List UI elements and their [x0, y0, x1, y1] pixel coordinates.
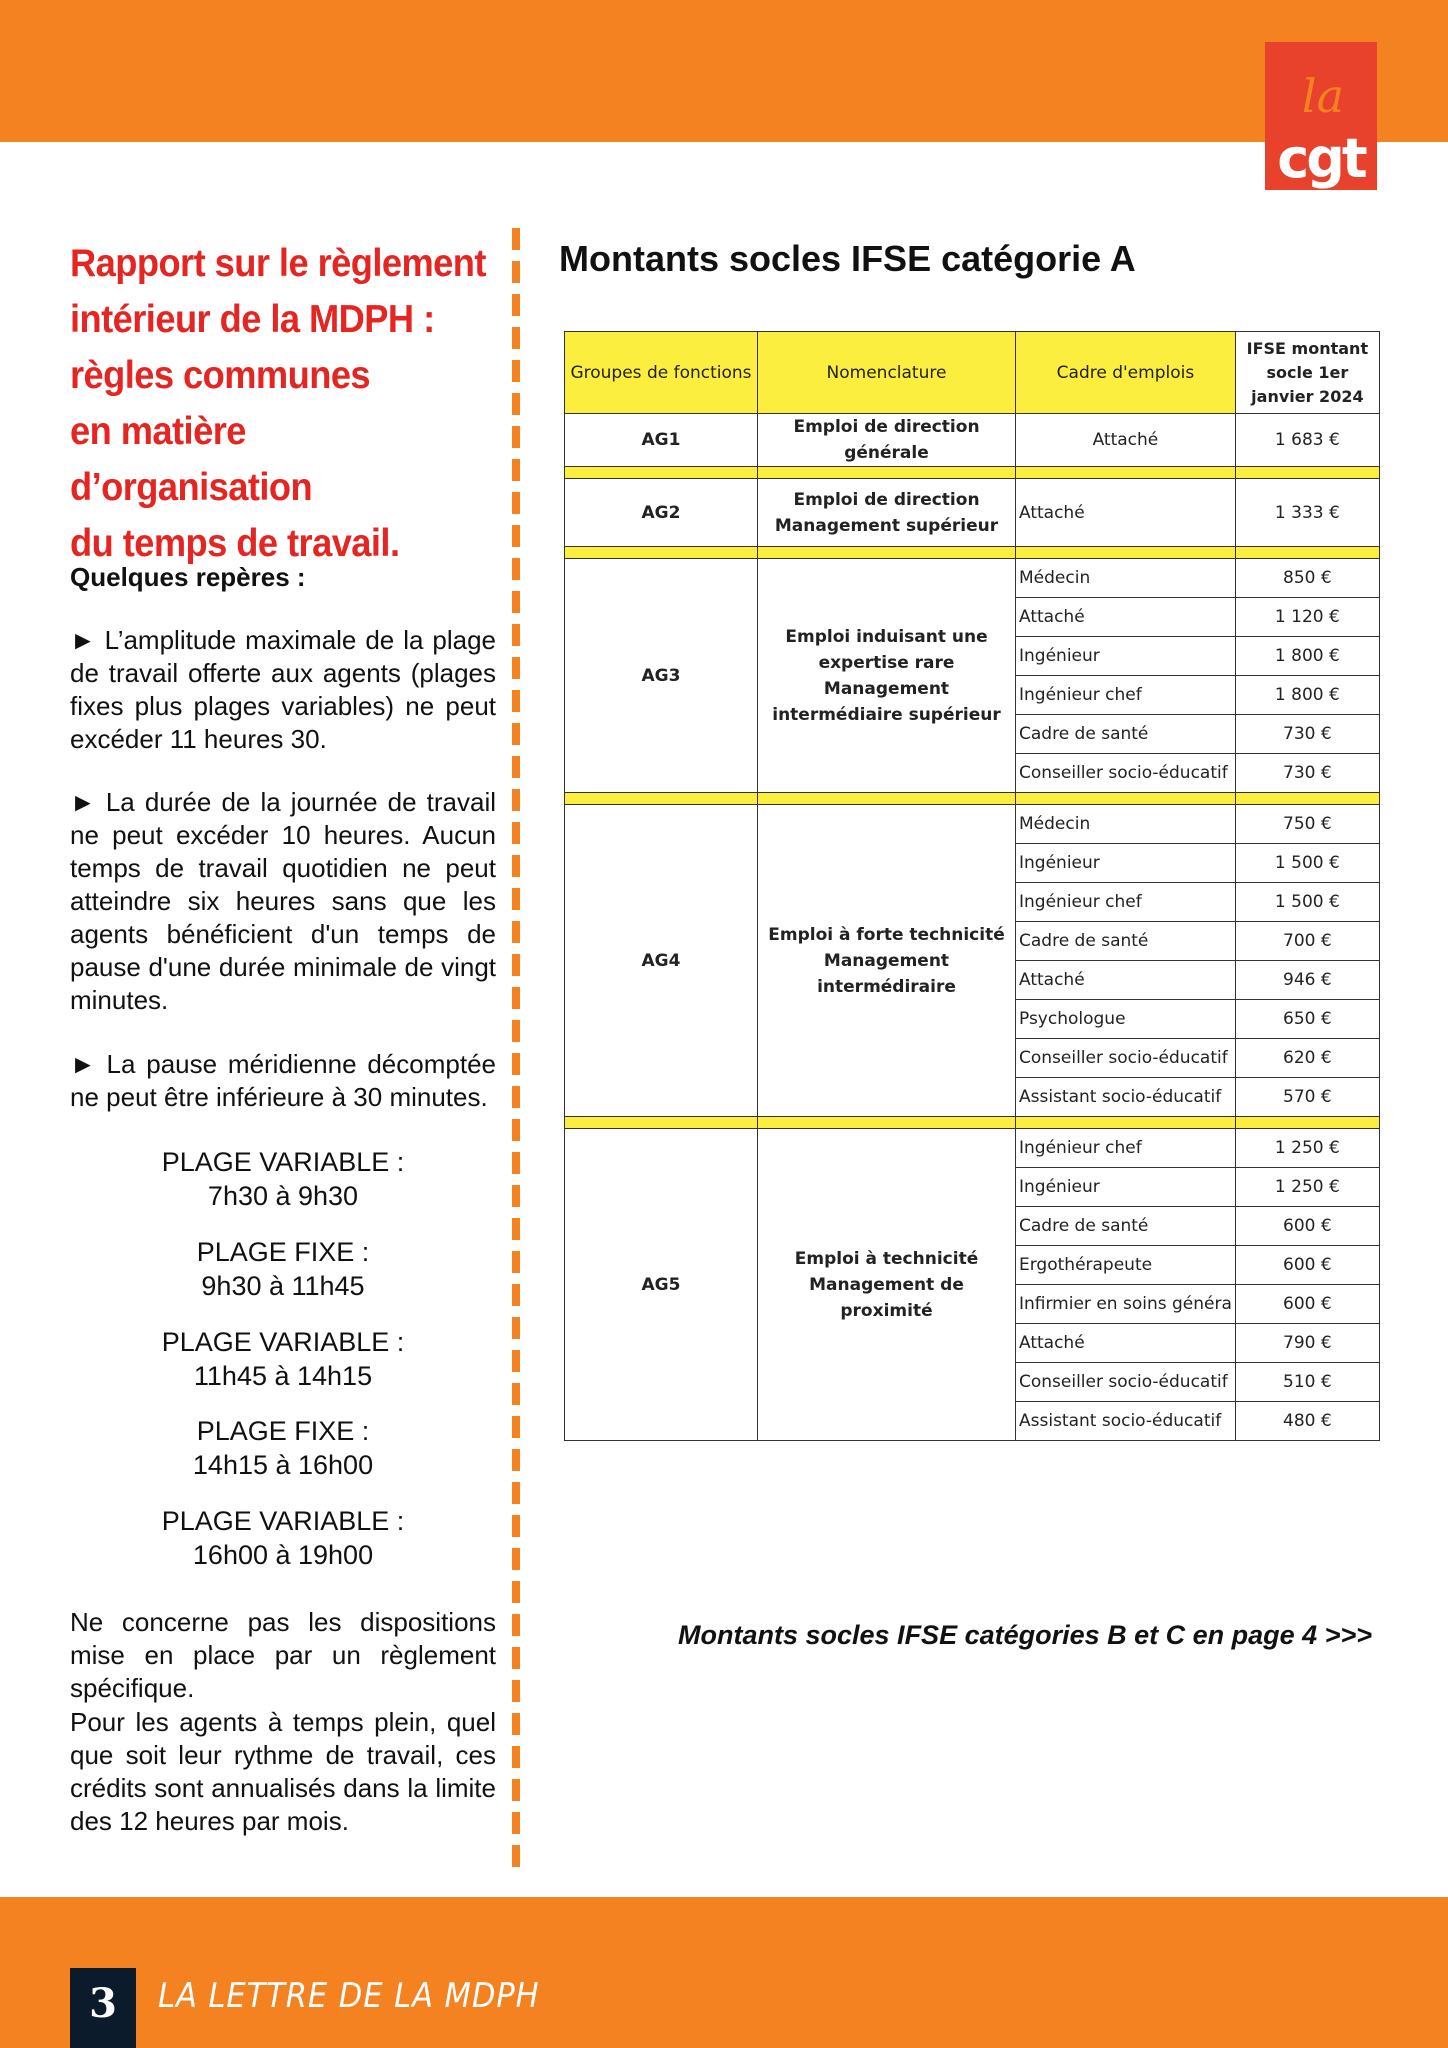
cadre-emplois: Attaché — [1016, 598, 1236, 637]
cadre-emplois: Cadre de santé — [1016, 715, 1236, 754]
plage-block: PLAGE FIXE : 9h30 à 11h45 — [196, 1237, 370, 1301]
page-number: 3 — [70, 1968, 136, 2048]
table-body — [565, 414, 1380, 1441]
ifse-amount: 480 € — [1235, 1402, 1379, 1441]
group-code: AG4 — [565, 805, 758, 1117]
ifse-amount: 600 € — [1235, 1246, 1379, 1285]
ifse-amount: 510 € — [1235, 1363, 1379, 1402]
ifse-amount: 850 € — [1235, 559, 1379, 598]
nomenclature: Emploi de direction générale — [758, 414, 1016, 467]
cadre-emplois: Ingénieur — [1016, 844, 1236, 883]
ifse-amount: 700 € — [1235, 922, 1379, 961]
plage-block: PLAGE FIXE : 14h15 à 16h00 — [192, 1416, 374, 1480]
column-header: Cadre d'emplois — [1016, 332, 1236, 414]
group-separator — [565, 1117, 1380, 1129]
table-row — [565, 559, 1380, 598]
cadre-emplois: Cadre de santé — [1016, 1207, 1236, 1246]
ifse-amount: 1 250 € — [1235, 1168, 1379, 1207]
ifse-amount: 1 120 € — [1235, 598, 1379, 637]
header-band — [0, 0, 1448, 142]
group-separator — [565, 793, 1380, 805]
article-title: Rapport sur le règlement intérieur de la MDPH : règles communes en matière d’organisation du temps de travail. — [70, 242, 486, 565]
cadre-emplois: Assistant socio-éducatif — [1016, 1078, 1236, 1117]
section-subtitle: Quelques repères : — [70, 562, 306, 592]
ifse-amount: 1 800 € — [1235, 676, 1379, 715]
cadre-emplois: Cadre de santé — [1016, 922, 1236, 961]
cadre-emplois: Conseiller socio-éducatif — [1016, 1363, 1236, 1402]
ifse-amount: 650 € — [1235, 1000, 1379, 1039]
nomenclature: Emploi à forte technicité Management intermédiraire — [758, 805, 1016, 1117]
ifse-amount: 730 € — [1235, 715, 1379, 754]
closing-note-1: Ne concerne pas les dispositions mise en place par un règlement spécifique. — [70, 1607, 496, 1703]
ifse-amount: 750 € — [1235, 805, 1379, 844]
group-code: AG2 — [565, 479, 758, 547]
cadre-emplois: Attaché — [1016, 479, 1236, 547]
svg-text:la: la — [1301, 69, 1345, 123]
ifse-amount: 600 € — [1235, 1207, 1379, 1246]
cadre-emplois: Ingénieur — [1016, 1168, 1236, 1207]
column-header: Groupes de fonctions — [565, 332, 758, 414]
nomenclature: Emploi à technicité Management de proximité — [758, 1129, 1016, 1441]
cadre-emplois: Ingénieur chef — [1016, 883, 1236, 922]
ifse-amount: 1 800 € — [1235, 637, 1379, 676]
column-divider — [512, 228, 520, 1868]
group-separator — [565, 467, 1380, 479]
ifse-amount: 1 333 € — [1235, 479, 1379, 547]
nomenclature: Emploi de direction Management supérieur — [758, 479, 1016, 547]
cadre-emplois: Ingénieur chef — [1016, 1129, 1236, 1168]
cadre-emplois: Conseiller socio-éducatif — [1016, 1039, 1236, 1078]
cadre-emplois: Assistant socio-éducatif — [1016, 1402, 1236, 1441]
column-header: Nomenclature — [758, 332, 1016, 414]
cadre-emplois: Ingénieur — [1016, 637, 1236, 676]
cadre-emplois: Attaché — [1016, 414, 1236, 467]
cadre-emplois: Conseiller socio-éducatif — [1016, 754, 1236, 793]
ifse-amount: 1 683 € — [1235, 414, 1379, 467]
ifse-amount: 946 € — [1235, 961, 1379, 1000]
ifse-amount: 790 € — [1235, 1324, 1379, 1363]
group-code: AG5 — [565, 1129, 758, 1441]
group-code: AG3 — [565, 559, 758, 793]
cadre-emplois: Ergothérapeute — [1016, 1246, 1236, 1285]
bullet-duree: ► La durée de la journée de travail ne peut excéder 10 heures. Aucun temps de travail quotidien ne peut atteindre six heures sans que les agents bénéficient d'un temps de pause d'une durée minimale de vingt minutes. — [70, 787, 496, 1015]
cadre-emplois: Attaché — [1016, 1324, 1236, 1363]
cadre-emplois: Médecin — [1016, 805, 1236, 844]
ifse-table — [564, 331, 1380, 1441]
cadre-emplois: Infirmier en soins généra — [1016, 1285, 1236, 1324]
group-separator — [565, 547, 1380, 559]
ifse-amount: 570 € — [1235, 1078, 1379, 1117]
next-page-link[interactable]: Montants socles IFSE catégories B et C en page 4 >>> — [678, 1620, 1372, 1650]
group-code: AG1 — [565, 414, 758, 467]
cadre-emplois: Attaché — [1016, 961, 1236, 1000]
ifse-amount: 730 € — [1235, 754, 1379, 793]
ifse-amount: 1 500 € — [1235, 883, 1379, 922]
svg-text:cgt: cgt — [1277, 127, 1365, 190]
footer-band — [0, 1897, 1448, 2048]
plage-block: PLAGE VARIABLE : 16h00 à 19h00 — [161, 1506, 405, 1570]
bullet-pause: ► La pause méridienne décomptée ne peut être inférieure à 30 minutes. — [70, 1049, 496, 1112]
newsletter-name: LA LETTRE DE LA MDPH — [158, 1976, 540, 2016]
ifse-amount: 620 € — [1235, 1039, 1379, 1078]
closing-note-2: Pour les agents à temps plein, quel que soit leur rythme de travail, ces crédits sont annualisés dans la limite des 12 heures par mois. — [70, 1707, 496, 1836]
plage-block: PLAGE VARIABLE : 11h45 à 14h15 — [161, 1327, 405, 1391]
ifse-amount: 1 250 € — [1235, 1129, 1379, 1168]
article-title-block — [70, 236, 496, 572]
bullet-amplitude: ► L’amplitude maximale de la plage de travail offerte aux agents (plages fixes plus plages variables) ne peut excéder 11 heures 30. — [70, 625, 496, 754]
cadre-emplois: Ingénieur chef — [1016, 676, 1236, 715]
column-header: IFSE montant socle 1er janvier 2024 — [1235, 332, 1379, 414]
table-row — [565, 805, 1380, 844]
cgt-logo — [1265, 42, 1377, 190]
cadre-emplois: Psychologue — [1016, 1000, 1236, 1039]
table-title: Montants socles IFSE catégorie A — [559, 238, 1136, 279]
cadre-emplois: Médecin — [1016, 559, 1236, 598]
table-header-row — [565, 332, 1380, 414]
ifse-amount: 1 500 € — [1235, 844, 1379, 883]
table-row — [565, 1129, 1380, 1168]
table-row — [565, 414, 1380, 467]
nomenclature: Emploi induisant une expertise rare Management intermédiaire supérieur — [758, 559, 1016, 793]
plage-block: PLAGE VARIABLE : 7h30 à 9h30 — [161, 1147, 405, 1211]
ifse-amount: 600 € — [1235, 1285, 1379, 1324]
table-row — [565, 479, 1380, 547]
